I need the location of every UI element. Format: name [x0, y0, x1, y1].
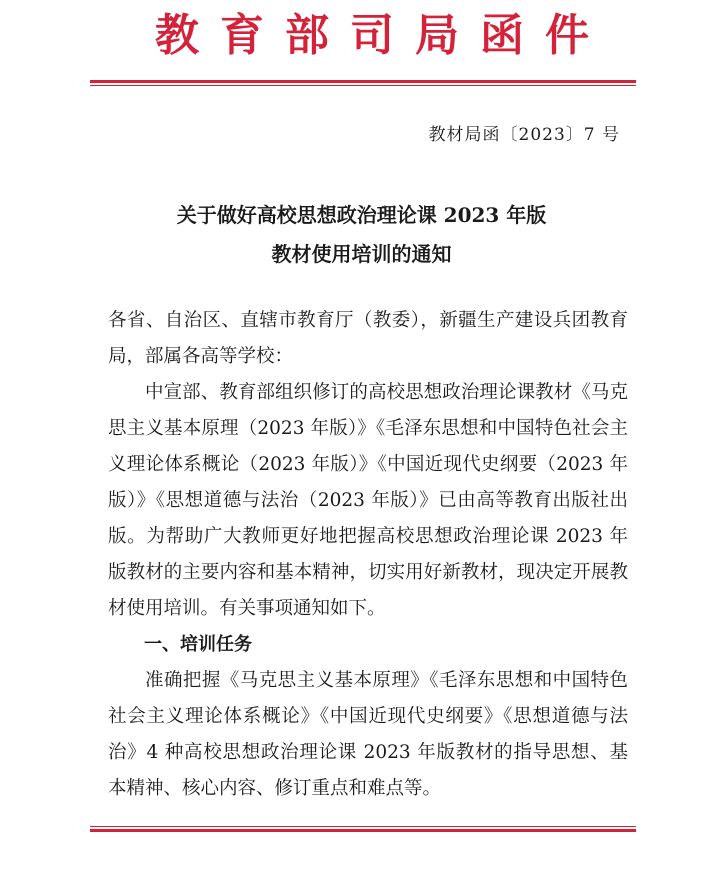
paragraph-training-tasks: 准确把握《马克思主义基本原理》《毛泽东思想和中国特色社会主义理论体系概论》《中国近现代史纲要》《思想道德与法治》4 种高校思想政治理论课 2023 年版教材的指导思想、基本精神、核心内容、修订重点和难点等。 — [108, 670, 628, 799]
document-title-line2: 教材使用培训的通知 — [271, 242, 452, 266]
document-number: 教材局函〔2023〕7 号 — [428, 125, 620, 145]
paragraph-intro: 中宣部、教育部组织修订的高校思想政治理论课教材《马克思主义基本原理（2023 年版）》《毛泽东思想和中国特色社会主义理论体系概论（2023 年版）》《中国近现代史纲要（2023 年版）》《思想道德与法治（2023 年版）》已由高等教育出版社出版。为帮助广大教师更好地把握高校思想政治理论课 2023 年版教材的主要内容和基本精神，切实用好新教材，现决定开展教材使用培训。有关事项通知如下。 — [108, 382, 628, 619]
letterhead-title: 教育部司局函件 — [155, 10, 610, 61]
letterhead-red-rule — [90, 80, 636, 86]
salutation: 各省、自治区、直辖市教育厅（教委），新疆生产建设兵团教育局，部属各高等学校： — [108, 310, 628, 367]
footer-red-rule — [90, 826, 636, 832]
document-body — [108, 303, 628, 807]
document-title — [0, 196, 723, 274]
document-title-line1: 关于做好高校思想政治理论课 2023 年版 — [176, 203, 547, 227]
section-heading-1: 一、培训任务 — [144, 634, 252, 655]
